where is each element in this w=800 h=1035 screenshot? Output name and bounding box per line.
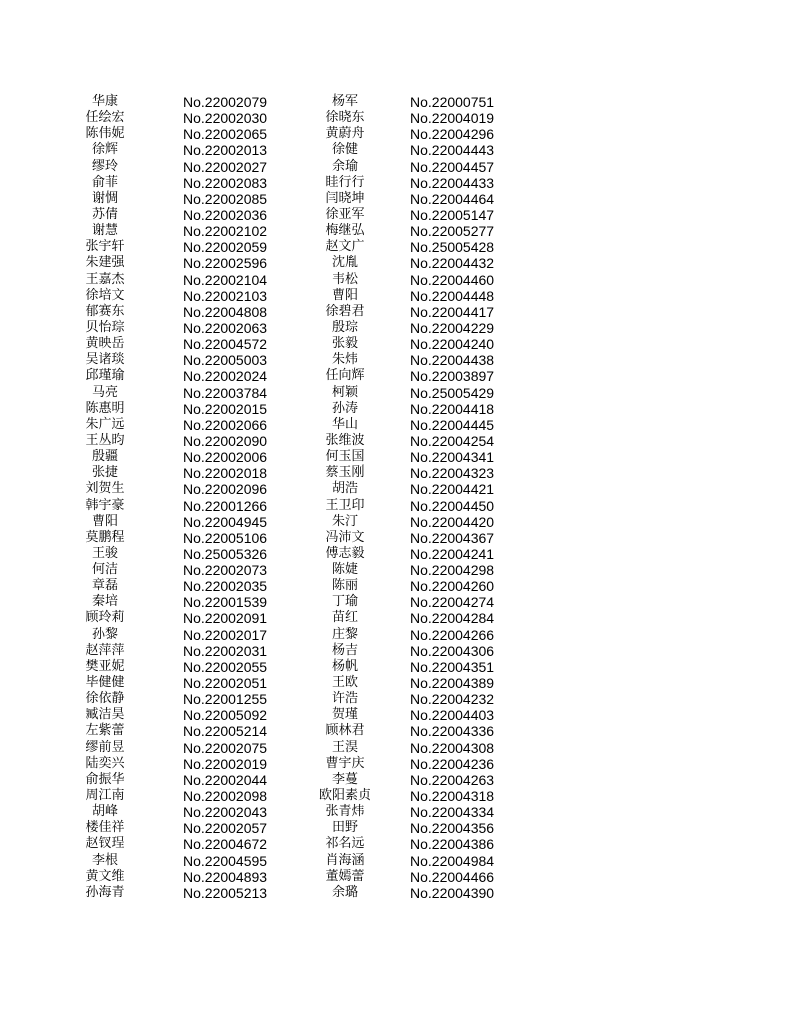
person-number: No.22004260 — [410, 578, 495, 595]
person-number: No.22002073 — [183, 562, 268, 579]
person-number: No.22002006 — [183, 449, 268, 466]
roster-list — [0, 94, 800, 904]
person-name: 赵文广 — [325, 239, 365, 255]
person-name: 闫晓坤 — [325, 190, 365, 206]
person-number: No.22002059 — [183, 239, 268, 256]
person-name: 徐健 — [331, 142, 358, 158]
person-name: 樊亚妮 — [85, 658, 125, 674]
person-number: No.22003897 — [410, 368, 495, 385]
roster-row — [0, 594, 800, 610]
person-name: 贺瑾 — [331, 707, 358, 723]
person-number: No.22000751 — [410, 94, 495, 110]
person-name: 莫鹏程 — [85, 529, 125, 545]
roster-row — [0, 223, 800, 239]
person-name: 王淏 — [331, 739, 358, 755]
person-number: No.22004443 — [410, 142, 495, 159]
roster-row — [0, 788, 800, 804]
person-name: 庄黎 — [331, 626, 358, 642]
roster-row — [0, 320, 800, 336]
person-name: 欧阳素贞 — [318, 788, 371, 804]
person-name: 秦培 — [91, 594, 118, 610]
person-name: 贝怡琮 — [85, 319, 125, 335]
person-number: No.22002066 — [183, 416, 268, 433]
person-number: No.22004420 — [410, 513, 495, 530]
person-name: 陈伟妮 — [85, 126, 125, 142]
person-name: 黄文维 — [85, 868, 125, 884]
person-number: No.22004445 — [410, 416, 495, 433]
person-name: 陈惠明 — [85, 400, 125, 416]
person-number: No.22002103 — [183, 287, 268, 304]
roster-row — [0, 255, 800, 271]
roster-row — [0, 853, 800, 869]
person-number: No.22002036 — [183, 206, 268, 223]
person-name: 许浩 — [331, 691, 358, 707]
roster-row — [0, 465, 800, 481]
person-number: No.22004433 — [410, 174, 495, 191]
person-name: 曹阳 — [91, 513, 118, 529]
person-name: 王骏 — [91, 545, 118, 561]
person-number: No.22004417 — [410, 303, 495, 320]
roster-row — [0, 756, 800, 772]
person-number: No.22004438 — [410, 352, 495, 369]
roster-row — [0, 239, 800, 255]
person-name: 冯沛文 — [325, 529, 365, 545]
roster-row — [0, 707, 800, 723]
person-number: No.22004984 — [410, 852, 495, 869]
person-number: No.22004457 — [410, 158, 495, 175]
person-number: No.22005214 — [183, 723, 268, 740]
roster-row — [0, 175, 800, 191]
person-name: 谢慧 — [91, 223, 118, 239]
roster-row — [0, 610, 800, 626]
person-name: 丁瑜 — [331, 594, 358, 610]
roster-row — [0, 417, 800, 433]
person-name: 眭行行 — [325, 174, 365, 190]
person-name: 刘贺生 — [85, 481, 125, 497]
person-number: No.22002096 — [183, 481, 268, 498]
roster-row — [0, 772, 800, 788]
person-name: 徐培文 — [85, 287, 125, 303]
person-number: No.22004323 — [410, 465, 495, 482]
person-number: No.22005213 — [183, 884, 268, 901]
person-name: 谢惆 — [91, 190, 118, 206]
person-name: 任向辉 — [325, 368, 365, 384]
person-number: No.22004351 — [410, 658, 495, 675]
person-name: 孙黎 — [91, 626, 118, 642]
person-name: 邱瑾瑜 — [85, 368, 125, 384]
person-number: No.22005277 — [410, 223, 495, 240]
person-name: 苏倩 — [91, 206, 118, 222]
roster-row — [0, 336, 800, 352]
person-name: 余瑜 — [331, 158, 358, 174]
person-name: 胡浩 — [331, 481, 358, 497]
person-name: 蔡玉刚 — [325, 465, 365, 481]
person-name: 楼佳祥 — [85, 820, 125, 836]
roster-row — [0, 207, 800, 223]
person-number: No.22004284 — [410, 610, 495, 627]
roster-row — [0, 142, 800, 158]
person-name: 郁赛东 — [85, 303, 125, 319]
person-number: No.22002085 — [183, 190, 268, 207]
roster-row — [0, 449, 800, 465]
roster-row — [0, 578, 800, 594]
person-number: No.22002596 — [183, 255, 268, 272]
roster-row — [0, 191, 800, 207]
person-number: No.22005003 — [183, 352, 268, 369]
person-name: 俞振华 — [85, 771, 125, 787]
person-name: 柯颖 — [331, 384, 358, 400]
person-number: No.22004595 — [183, 852, 268, 869]
person-name: 缪前昱 — [85, 739, 125, 755]
person-number: No.22004893 — [183, 868, 268, 885]
person-name: 李根 — [91, 852, 118, 868]
person-number: No.22004672 — [183, 836, 268, 853]
person-number: No.22002079 — [183, 94, 268, 110]
person-number: No.22002018 — [183, 465, 268, 482]
person-name: 曹宇庆 — [325, 755, 365, 771]
person-name: 徐碧君 — [325, 303, 365, 319]
person-number: No.22002027 — [183, 158, 268, 175]
person-name: 徐辉 — [91, 142, 118, 158]
person-name: 徐亚军 — [325, 206, 365, 222]
person-name: 肖海涵 — [325, 852, 365, 868]
person-number: No.22004421 — [410, 481, 495, 498]
person-number: No.22001255 — [183, 691, 268, 708]
person-name: 杨帆 — [331, 658, 358, 674]
person-number: No.22002051 — [183, 675, 268, 692]
person-number: No.22005147 — [410, 206, 495, 223]
person-number: No.22002102 — [183, 223, 268, 240]
person-number: No.22004241 — [410, 545, 495, 562]
person-number: No.22002035 — [183, 578, 268, 595]
person-number: No.22002055 — [183, 658, 268, 675]
person-number: No.22004403 — [410, 707, 495, 724]
roster-row — [0, 498, 800, 514]
person-number: No.22004448 — [410, 287, 495, 304]
person-number: No.22002015 — [183, 400, 268, 417]
person-name: 苗红 — [331, 610, 358, 626]
roster-row — [0, 368, 800, 384]
person-name: 胡峰 — [91, 804, 118, 820]
person-number: No.22004418 — [410, 400, 495, 417]
roster-row — [0, 159, 800, 175]
person-number: No.22004318 — [410, 788, 495, 805]
person-number: No.22004390 — [410, 884, 495, 901]
person-name: 张宇轩 — [85, 239, 125, 255]
roster-row — [0, 885, 800, 901]
person-name: 毕健健 — [85, 675, 125, 691]
person-number: No.25005429 — [410, 384, 495, 401]
person-number: No.22004019 — [410, 110, 495, 127]
person-number: No.22004945 — [183, 513, 268, 530]
person-number: No.22004450 — [410, 497, 495, 514]
person-number: No.22002083 — [183, 174, 268, 191]
person-number: No.22004460 — [410, 271, 495, 288]
person-name: 陈婕 — [331, 562, 358, 578]
person-number: No.22004341 — [410, 449, 495, 466]
person-name: 王卫印 — [325, 497, 365, 513]
person-number: No.22002024 — [183, 368, 268, 385]
person-name: 何玉国 — [325, 449, 365, 465]
roster-row — [0, 675, 800, 691]
person-number: No.22005106 — [183, 529, 268, 546]
person-number: No.22002090 — [183, 432, 268, 449]
roster-row — [0, 804, 800, 820]
roster-row — [0, 546, 800, 562]
roster-row — [0, 401, 800, 417]
person-number: No.22004808 — [183, 303, 268, 320]
roster-row — [0, 691, 800, 707]
person-name: 梅继弘 — [325, 223, 365, 239]
person-name: 章磊 — [91, 578, 118, 594]
person-name: 臧洁昊 — [85, 707, 125, 723]
roster-row — [0, 481, 800, 497]
person-name: 张捷 — [91, 465, 118, 481]
person-name: 张维波 — [325, 432, 365, 448]
person-name: 田野 — [331, 820, 358, 836]
person-name: 孙海青 — [85, 884, 125, 900]
person-name: 陈丽 — [331, 578, 358, 594]
roster-row — [0, 514, 800, 530]
roster-row — [0, 272, 800, 288]
person-number: No.22004356 — [410, 820, 495, 837]
person-number: No.22004464 — [410, 190, 495, 207]
person-name: 顾玲莉 — [85, 610, 125, 626]
roster-row — [0, 530, 800, 546]
person-name: 余璐 — [331, 884, 358, 900]
person-number: No.22004254 — [410, 432, 495, 449]
roster-row — [0, 869, 800, 885]
person-name: 朱炜 — [331, 352, 358, 368]
person-number: No.22002098 — [183, 788, 268, 805]
roster-row — [0, 723, 800, 739]
roster-row — [0, 94, 800, 110]
roster-row — [0, 385, 800, 401]
person-number: No.22004306 — [410, 642, 495, 659]
person-name: 马亮 — [91, 384, 118, 400]
person-number: No.22004240 — [410, 336, 495, 353]
person-name: 陆奕兴 — [85, 755, 125, 771]
roster-row — [0, 562, 800, 578]
person-number: No.25005326 — [183, 545, 268, 562]
person-number: No.22004389 — [410, 675, 495, 692]
person-number: No.22002043 — [183, 804, 268, 821]
person-number: No.22004298 — [410, 562, 495, 579]
roster-row — [0, 433, 800, 449]
person-name: 曹阳 — [331, 287, 358, 303]
person-number: No.22004466 — [410, 868, 495, 885]
person-number: No.22002091 — [183, 610, 268, 627]
person-number: No.22004386 — [410, 836, 495, 853]
person-number: No.22004336 — [410, 723, 495, 740]
person-number: No.22002057 — [183, 820, 268, 837]
roster-row — [0, 740, 800, 756]
roster-row — [0, 836, 800, 852]
person-name: 王丛昀 — [85, 432, 125, 448]
person-name: 徐晓东 — [325, 110, 365, 126]
person-name: 董嫣蕾 — [325, 868, 365, 884]
roster-row — [0, 126, 800, 142]
person-number: No.22002075 — [183, 739, 268, 756]
person-name: 傅志毅 — [325, 545, 365, 561]
person-name: 殷琮 — [331, 319, 358, 335]
person-name: 左紫蕾 — [85, 723, 125, 739]
person-number: No.22002019 — [183, 755, 268, 772]
person-name: 韦松 — [331, 271, 358, 287]
person-number: No.22004263 — [410, 771, 495, 788]
person-number: No.22002044 — [183, 771, 268, 788]
person-name: 王嘉杰 — [85, 271, 125, 287]
person-name: 沈胤 — [331, 255, 358, 271]
roster-row — [0, 304, 800, 320]
person-number: No.22003784 — [183, 384, 268, 401]
person-name: 朱广远 — [85, 416, 125, 432]
roster-row — [0, 643, 800, 659]
person-name: 张青炜 — [325, 804, 365, 820]
person-number: No.22002063 — [183, 319, 268, 336]
person-name: 赵钗珵 — [85, 836, 125, 852]
person-number: No.22004236 — [410, 755, 495, 772]
roster-row — [0, 110, 800, 126]
person-name: 徐依静 — [85, 691, 125, 707]
person-number: No.22002017 — [183, 626, 268, 643]
person-name: 李蔓 — [331, 771, 358, 787]
person-number: No.22004308 — [410, 739, 495, 756]
person-name: 朱建强 — [85, 255, 125, 271]
person-name: 杨吉 — [331, 642, 358, 658]
person-number: No.22004432 — [410, 255, 495, 272]
person-number: No.22002030 — [183, 110, 268, 127]
person-name: 赵萍萍 — [85, 642, 125, 658]
person-name: 缪玲 — [91, 158, 118, 174]
person-name: 吴诸琰 — [85, 352, 125, 368]
person-name: 任绘宏 — [85, 110, 125, 126]
person-name: 周江南 — [85, 788, 125, 804]
person-number: No.22001539 — [183, 594, 268, 611]
roster-row — [0, 288, 800, 304]
person-number: No.22005092 — [183, 707, 268, 724]
person-number: No.22004274 — [410, 594, 495, 611]
person-name: 华山 — [331, 416, 358, 432]
person-name: 俞菲 — [91, 174, 118, 190]
person-name: 孙涛 — [331, 400, 358, 416]
roster-row — [0, 352, 800, 368]
person-name: 祁名远 — [325, 836, 365, 852]
person-number: No.22004266 — [410, 626, 495, 643]
person-name: 殷疆 — [91, 449, 118, 465]
person-name: 韩宇豪 — [85, 497, 125, 513]
person-name: 黄映岳 — [85, 336, 125, 352]
person-number: No.22004334 — [410, 804, 495, 821]
person-number: No.22004296 — [410, 126, 495, 143]
person-number: No.22002013 — [183, 142, 268, 159]
person-name: 张毅 — [331, 336, 358, 352]
person-number: No.22004367 — [410, 529, 495, 546]
roster-row — [0, 820, 800, 836]
person-name: 王欧 — [331, 675, 358, 691]
person-number: No.25005428 — [410, 239, 495, 256]
person-name: 何洁 — [91, 562, 118, 578]
person-name: 朱汀 — [331, 513, 358, 529]
person-number: No.22001266 — [183, 497, 268, 514]
person-name: 杨军 — [331, 94, 358, 109]
roster-row — [0, 659, 800, 675]
person-name: 顾林君 — [325, 723, 365, 739]
person-number: No.22004229 — [410, 319, 495, 336]
person-number: No.22002065 — [183, 126, 268, 143]
roster-row — [0, 627, 800, 643]
person-number: No.22004232 — [410, 691, 495, 708]
person-number: No.22002031 — [183, 642, 268, 659]
person-number: No.22002104 — [183, 271, 268, 288]
person-name: 黄蔚舟 — [325, 126, 365, 142]
person-number: No.22004572 — [183, 336, 268, 353]
person-name: 华康 — [91, 94, 118, 109]
